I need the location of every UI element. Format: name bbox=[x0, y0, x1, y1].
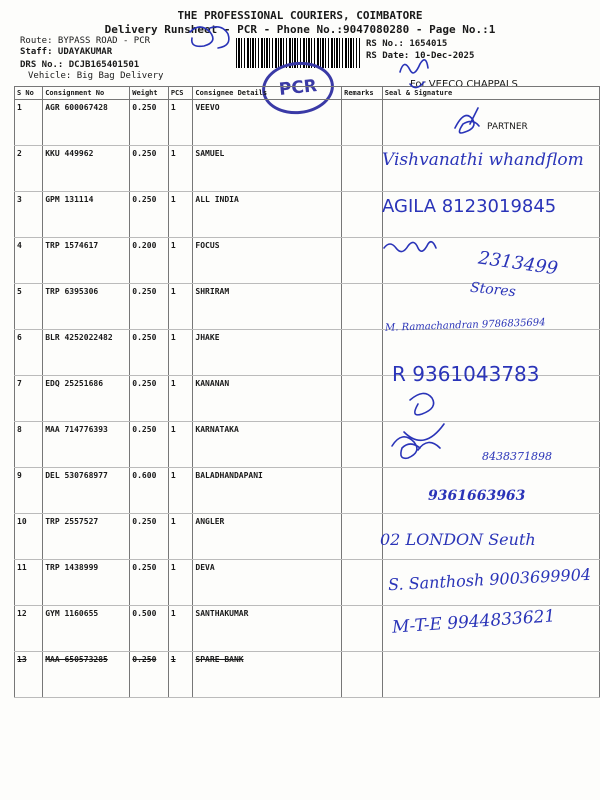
signature-row-7: R 9361043783 bbox=[392, 362, 540, 386]
cell-weight: 0.250 bbox=[130, 560, 169, 606]
cell-pcs: 1 bbox=[168, 652, 193, 698]
runsheet-title: Delivery Runsheet - PCR - Phone No.:9047080280 - Page No.:1 bbox=[104, 23, 496, 36]
page-number-scribble bbox=[190, 27, 229, 48]
col-pcs: PCS bbox=[168, 87, 193, 100]
cell-consignee: VEEVO bbox=[193, 100, 342, 146]
cell-sno: 10 bbox=[15, 514, 43, 560]
cell-weight: 0.250 bbox=[130, 652, 169, 698]
cell-weight: 0.250 bbox=[130, 284, 169, 330]
signature-row-10: 9361663963 bbox=[428, 488, 526, 504]
cell-consignment: TRP 2557527 bbox=[43, 514, 130, 560]
cell-sno: 5 bbox=[15, 284, 43, 330]
signature-row-3: AGILA 8123019845 bbox=[382, 196, 557, 217]
col-sno: S No bbox=[15, 87, 43, 100]
cell-pcs: 1 bbox=[168, 146, 193, 192]
cell-consignee: FOCUS bbox=[193, 238, 342, 284]
cell-pcs: 1 bbox=[168, 560, 193, 606]
cell-consignee: SAMUEL bbox=[193, 146, 342, 192]
signature-row-2: Vishvanathi whandflom bbox=[382, 150, 584, 170]
partner-label: PARTNER bbox=[487, 122, 528, 132]
cell-consignment: KKU 449962 bbox=[43, 146, 130, 192]
cell-consignee: BALADHANDAPANI bbox=[193, 468, 342, 514]
cell-sno: 4 bbox=[15, 238, 43, 284]
cell-pcs: 1 bbox=[168, 238, 193, 284]
cell-pcs: 1 bbox=[168, 284, 193, 330]
cell-weight: 0.250 bbox=[130, 146, 169, 192]
cell-consignment: GYM 1160655 bbox=[43, 606, 130, 652]
cell-sno: 1 bbox=[15, 100, 43, 146]
vehicle-text: Vehicle: Big Bag Delivery bbox=[28, 71, 164, 81]
cell-pcs: 1 bbox=[168, 606, 193, 652]
cell-consignee: DEVA bbox=[193, 560, 342, 606]
cell-pcs: 1 bbox=[168, 376, 193, 422]
cell-sno: 2 bbox=[15, 146, 43, 192]
cell-sno: 11 bbox=[15, 560, 43, 606]
col-consignee: Consignee Details bbox=[193, 87, 342, 100]
col-remarks: Remarks bbox=[342, 87, 383, 100]
cell-consignee: SPARE BANK bbox=[193, 652, 342, 698]
signature-row-6: M. Ramachandran 9786835694 bbox=[384, 317, 546, 334]
row-8-signature-scribble bbox=[404, 393, 444, 450]
cell-pcs: 1 bbox=[168, 422, 193, 468]
cell-pcs: 1 bbox=[168, 330, 193, 376]
cell-consignee: JHAKE bbox=[193, 330, 342, 376]
signature-row-13: M-T-E 9944833621 bbox=[391, 606, 556, 638]
cell-consignee: SHRIRAM bbox=[193, 284, 342, 330]
rs-date: RS Date: 10-Dec-2025 bbox=[366, 51, 475, 61]
cell-weight: 0.250 bbox=[130, 422, 169, 468]
cell-consignee: KANANAN bbox=[193, 376, 342, 422]
cell-weight: 0.250 bbox=[130, 330, 169, 376]
signature-row-4: 2313499 bbox=[476, 247, 560, 280]
col-weight: Weight bbox=[130, 87, 169, 100]
drs-text: DRS No.: DCJB165401501 bbox=[20, 60, 140, 70]
cell-consignee: ALL INDIA bbox=[193, 192, 342, 238]
col-signature: Seal & Signature bbox=[382, 87, 599, 100]
cell-weight: 0.600 bbox=[130, 468, 169, 514]
partner-signature-scribble bbox=[455, 108, 479, 133]
route-text: Route: BYPASS ROAD - PCR bbox=[20, 36, 151, 46]
signature-row-11: 02 LONDON Seuth bbox=[380, 530, 536, 549]
signature-row-5: Stores bbox=[469, 279, 517, 301]
pcr-stamp: PCR bbox=[259, 58, 336, 117]
cell-consignee: KARNATAKA bbox=[193, 422, 342, 468]
cell-consignee: SANTHAKUMAR bbox=[193, 606, 342, 652]
cell-consignment: EDQ 25251686 bbox=[43, 376, 130, 422]
cell-pcs: 1 bbox=[168, 192, 193, 238]
cell-weight: 0.250 bbox=[130, 514, 169, 560]
top-signature-scribble bbox=[400, 60, 428, 88]
cell-consignment: TRP 1574617 bbox=[43, 238, 130, 284]
col-consignment: Consignment No bbox=[43, 87, 130, 100]
cell-weight: 0.250 bbox=[130, 192, 169, 238]
cell-consignee: ANGLER bbox=[193, 514, 342, 560]
for-company: For VEECO CHAPPALS bbox=[410, 79, 518, 90]
cell-sno: 6 bbox=[15, 330, 43, 376]
cell-sno: 7 bbox=[15, 376, 43, 422]
staff-text: Staff: UDAYAKUMAR bbox=[20, 47, 113, 57]
cell-sno: 12 bbox=[15, 606, 43, 652]
cell-weight: 0.250 bbox=[130, 100, 169, 146]
cell-consignment: AGR 600067428 bbox=[43, 100, 130, 146]
signature-row-9: 8438371898 bbox=[482, 450, 552, 463]
cell-pcs: 1 bbox=[168, 468, 193, 514]
cell-weight: 0.500 bbox=[130, 606, 169, 652]
cell-sno: 3 bbox=[15, 192, 43, 238]
cell-consignment: BLR 4252022482 bbox=[43, 330, 130, 376]
cell-weight: 0.250 bbox=[130, 376, 169, 422]
cell-consignment: TRP 1438999 bbox=[43, 560, 130, 606]
signature-row-12: S. Santhosh 9003699904 bbox=[387, 564, 592, 595]
cell-sno: 8 bbox=[15, 422, 43, 468]
cell-sno: 9 bbox=[15, 468, 43, 514]
cell-pcs: 1 bbox=[168, 514, 193, 560]
cell-consignment: DEL 530768977 bbox=[43, 468, 130, 514]
cell-consignment: MAA 650573285 bbox=[43, 652, 130, 698]
cell-weight: 0.200 bbox=[130, 238, 169, 284]
cell-pcs: 1 bbox=[168, 100, 193, 146]
rs-number: RS No.: 1654015 bbox=[366, 39, 448, 49]
company-title: THE PROFESSIONAL COURIERS, COIMBATORE bbox=[177, 9, 423, 22]
cell-consignment: TRP 6395306 bbox=[43, 284, 130, 330]
cell-consignment: GPM 131114 bbox=[43, 192, 130, 238]
row-4-scribble bbox=[384, 242, 436, 252]
cell-consignment: MAA 714776393 bbox=[43, 422, 130, 468]
cell-sno: 13 bbox=[15, 652, 43, 698]
